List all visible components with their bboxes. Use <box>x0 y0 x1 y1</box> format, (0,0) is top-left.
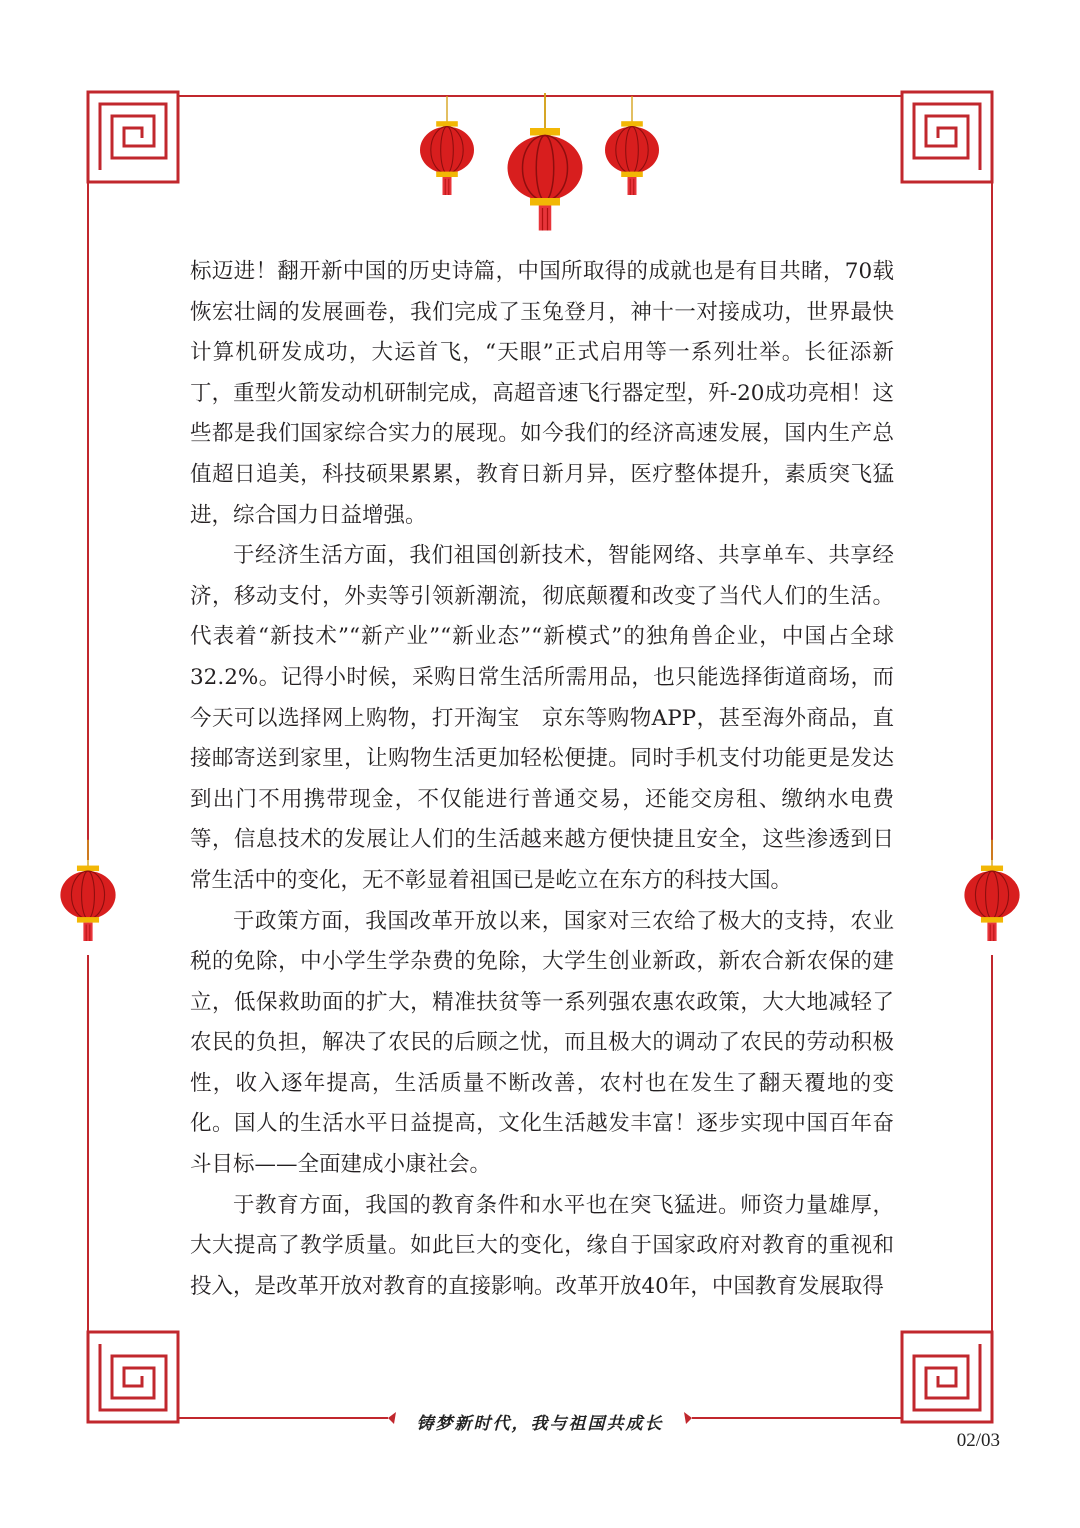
lantern-icon <box>508 93 583 231</box>
lantern-icon <box>964 840 1019 941</box>
paragraph: 标迈进！翻开新中国的历史诗篇，中国所取得的成就也是有目共睹，70载恢宏壮阔的发展画卷，我们完成了玉兔登月，神十一对接成功，世界最快计算机研发成功，大运首飞，“天眼”正式启用等一系列壮举。长征添新丁，重型火箭发动机研制完成，高超音速飞行器定型，歼-20成功亮相！这些都是我们国家综合实力的展现。如今我们的经济高速发展，国内生产总值超日追美，科技硕果累累，教育日新月异，医疗整体提升，素质突飞猛进，综合国力日益增强。 <box>190 259 894 528</box>
page-number: 02/03 <box>956 1430 1000 1451</box>
corner-motif-bottom-left <box>88 1332 178 1422</box>
article-body <box>190 252 894 1307</box>
footer-slogan: 铸梦新时代，我与祖国共成长 <box>416 1413 664 1434</box>
lantern-icon <box>605 96 659 195</box>
paragraph: 于政策方面，我国改革开放以来，国家对三农给了极大的支持，农业税的免除，中小学生学杂费的免除，大学生创业新政，新农合新农保的建立，低保救助面的扩大，精准扶贫等一系列强农惠农政策，大大地减轻了农民的负担，解决了农民的后顾之忧，而且极大的调动了农民的劳动积极性，收入逐年提高，生活质量不断改善，农村也在发生了翻天覆地的变化。国人的生活水平日益提高，文化生活越发丰富！逐步实现中国百年奋斗目标——全面建成小康社会。 <box>190 908 894 1178</box>
lantern-icon <box>420 96 474 195</box>
paragraph: 于经济生活方面，我们祖国创新技术，智能网络、共享单车、共享经济，移动支付，外卖等引领新潮流，彻底颠覆和改变了当代人们的生活。代表着“新技术”“新产业”“新业态”“新模式”的独角兽企业，中国占全球32.2%。记得小时候，采购日常生活所需用品，也只能选择街道商场，而今天可以选择网上购物，打开淘宝 京东等购物APP，甚至海外商品，直接邮寄送到家里，让购物生活更加轻松便捷。同时手机支付功能更是发达到出门不用携带现金，不仅能进行普通交易，还能交房租、缴纳水电费等，信息技术的发展让人们的生活越来越方便快捷且安全，这些渗透到日常生活中的变化，无不彰显着祖国已是屹立在东方的科技大国。 <box>190 543 894 893</box>
corner-motif-bottom-right <box>902 1332 992 1422</box>
corner-motif-top-left <box>88 92 178 182</box>
paragraph: 于教育方面，我国的教育条件和水平也在突飞猛进。师资力量雄厚，大大提高了教学质量。如此巨大的变化，缘自于国家政府对教育的重视和投入，是改革开放对教育的直接影响。改革开放40年，中国教育发展取得 <box>190 1192 894 1299</box>
corner-motif-top-right <box>902 92 992 182</box>
lantern-icon <box>60 840 115 941</box>
